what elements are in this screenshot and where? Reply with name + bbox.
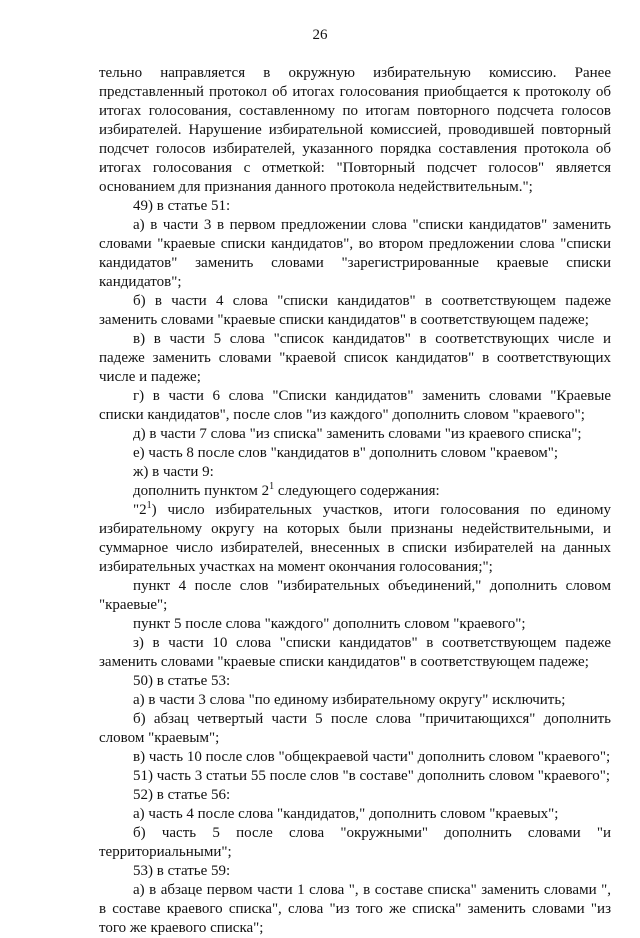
paragraph: е) часть 8 после слов "кандидатов в" дополнить словом "краевом"; bbox=[133, 445, 559, 461]
paragraph: 51) часть 3 статьи 55 после слов "в составе" дополнить словом "краевого"; bbox=[133, 768, 611, 784]
paragraph: 52) в статье 56: bbox=[133, 787, 231, 803]
paragraph bbox=[99, 501, 611, 577]
paragraph bbox=[99, 482, 611, 501]
paragraph: 50) в статье 53: bbox=[133, 673, 231, 689]
paragraph: а) в части 3 в первом предложении слова "списки кандидатов" заменить словами "краевые списки кандидатов", во втором предложении слова "списки кандидатов" заменить словами "зарегистрированные краевые списки кандидатов"; bbox=[99, 217, 611, 290]
superscript: 1 bbox=[269, 481, 275, 492]
paragraph: тельно направляется в окружную избирательную комиссию. Ранее представленный протокол об итогах голосования приобщается к протоколу об итогах голосования, составленному по итогам повторного подсчета голосов избирателей. Нарушение избирательной комиссией, проводившей повторный подсчет голосов избирателей, указанного порядка составления протокола об итогах голосования с отметкой: "Повторный подсчет голосов" является основанием для признания данного протокола недействительным."; bbox=[99, 65, 611, 195]
paragraph: в) часть 10 после слов "общекраевой части" дополнить словом "краевого"; bbox=[133, 749, 611, 765]
page-number: 26 bbox=[312, 27, 328, 43]
paragraph: б) в части 4 слова "списки кандидатов" в соответствующем падеже заменить словами "краевые списки кандидатов" в соответствующем падеже; bbox=[99, 293, 611, 328]
superscript: 1 bbox=[146, 500, 152, 511]
text-run: следующего содержания: bbox=[274, 483, 440, 499]
paragraph: пункт 5 после слова "каждого" дополнить словом "краевого"; bbox=[133, 616, 526, 632]
paragraph: а) в абзаце первом части 1 слова ", в составе списка" заменить словами ", в составе краевого списка", слова "из того же списка" заменить словами "из того же краевого списка"; bbox=[99, 882, 611, 936]
text-run: ) число избирательных участков, итоги голосования по единому избирательному округу на которых были признаны недействительными, и суммарное число избирателей, внесенных в списки избирателей на данных избирательных участках на момент окончания голосования;"; bbox=[99, 502, 611, 575]
paragraph: б) абзац четвертый части 5 после слова "причитающихся" дополнить словом "краевым"; bbox=[99, 711, 611, 746]
paragraph: а) в части 3 слова "по единому избирательному округу" исключить; bbox=[133, 692, 566, 708]
paragraph: з) в части 10 слова "списки кандидатов" в соответствующем падеже заменить словами "краевые списки кандидатов" в соответствующем падеже; bbox=[99, 635, 611, 670]
paragraph: а) часть 4 после слова "кандидатов," дополнить словом "краевых"; bbox=[133, 806, 559, 822]
document-body bbox=[99, 64, 611, 938]
paragraph: ж) в части 9: bbox=[133, 464, 214, 480]
paragraph: 53) в статье 59: bbox=[133, 863, 231, 879]
text-run: дополнить пунктом 2 bbox=[133, 483, 270, 499]
paragraph: пункт 4 после слов "избирательных объединений," дополнить словом "краевые"; bbox=[99, 578, 611, 613]
paragraph: г) в части 6 слова "Списки кандидатов" заменить словами "Краевые списки кандидатов", после слов "из каждого" дополнить словом "краевого"; bbox=[99, 388, 611, 423]
paragraph: 49) в статье 51: bbox=[133, 198, 231, 214]
paragraph: д) в части 7 слова "из списка" заменить словами "из краевого списка"; bbox=[133, 426, 582, 442]
text-run: "2 bbox=[133, 502, 147, 518]
paragraph: в) в части 5 слова "список кандидатов" в соответствующих числе и падеже заменить словами "краевой список кандидатов" в соответствующих числе и падеже; bbox=[99, 331, 611, 385]
paragraph: б) часть 5 после слова "окружными" дополнить словами "и территориальными"; bbox=[99, 825, 611, 860]
